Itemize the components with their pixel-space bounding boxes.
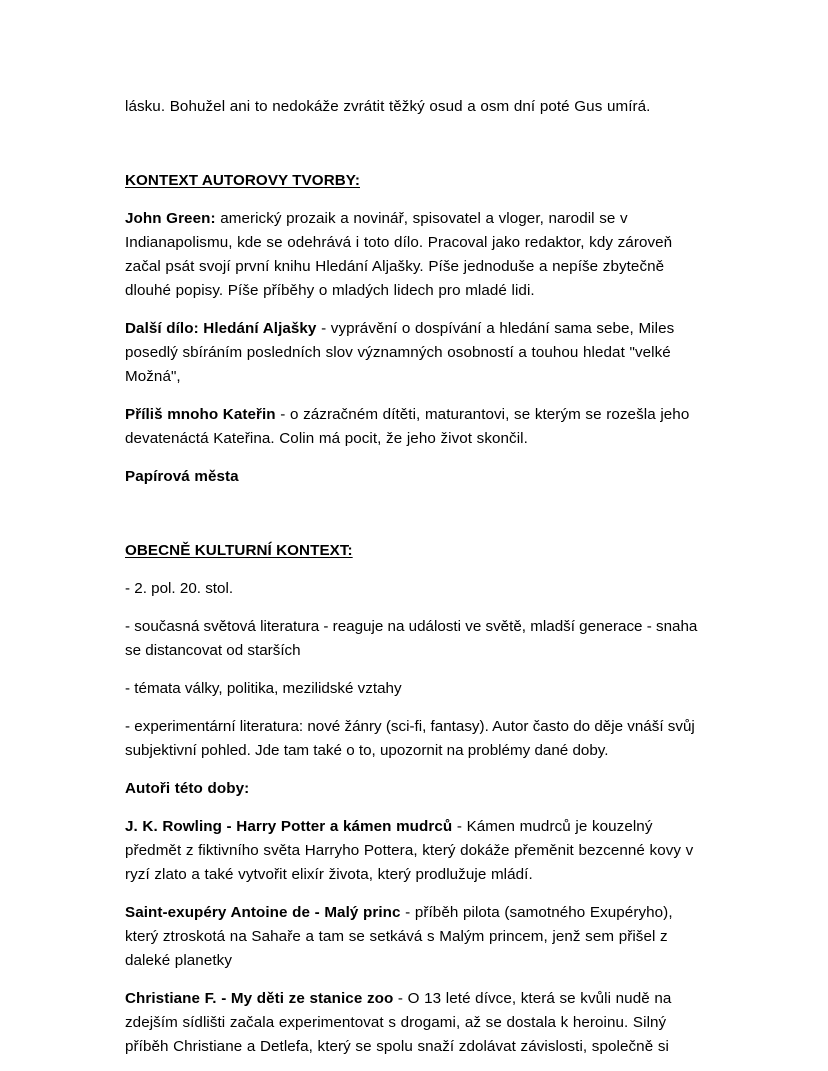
bullet-item: - témata války, politika, mezilidské vztahy <box>125 680 402 697</box>
entry-lead-in: Saint-exupéry Antoine de - Malý princ <box>125 904 401 921</box>
opening-paragraph: lásku. Bohužel ani to nedokáže zvrátit těžký osud a osm dní poté Gus umírá. <box>125 98 651 115</box>
document-body <box>125 95 703 1059</box>
author-entry-rowling <box>125 815 703 887</box>
entry-prilis-mnoho-katerin <box>125 403 703 451</box>
section-spacer <box>125 133 703 169</box>
entry-body: - vyprávění o dospívání a hledání sama sebe, Miles posedlý sbíráním posledních slov významných osobností a touhou hledat "velké Možná", <box>125 320 675 385</box>
entry-lead-in: Příliš mnoho Kateřin <box>125 406 276 423</box>
entry-hledani-aljasky <box>125 317 703 389</box>
bullet-item: - současná světová literatura - reaguje na události ve světě, mladší generace - snaha se distancovat od starších <box>125 618 698 659</box>
entry-lead-in: Papírová města <box>125 468 239 485</box>
entry-body: - Kámen mudrců je kouzelný předmět z fiktivního světa Harryho Pottera, který dokáže přeměnit bezcenné kovy v ryzí zlato a také vytvořit elixír života, který prodlužuje mládí. <box>125 818 694 883</box>
entry-lead-in: John Green: <box>125 210 216 227</box>
author-entry-saint-exupery <box>125 901 703 973</box>
entry-body: - příběh pilota (samotného Exupéryho), který ztroskotá na Sahaře a tam se setkává s Malým princem, jenž sem přišel z daleké planetky <box>125 904 673 969</box>
bullet-item: - experimentární literatura: nové žánry (sci-fi, fantasy). Autor často do děje vnáší svůj subjektivní pohled. Jde tam také o to, upozornit na problémy dané doby. <box>125 718 695 759</box>
entry-body: - o zázračném dítěti, maturantovi, se kterým se rozešla jeho devatenáctá Kateřina. Colin má pocit, že jeho život skončil. <box>125 406 690 447</box>
entry-lead-in: Christiane F. - My děti ze stanice zoo <box>125 990 394 1007</box>
entry-body: - O 13 leté dívce, která se kvůli nudě na zdejším sídlišti začala experimentovat s drogami, až se dostala k heroinu. Silný příběh Christiane a Detlefa, který se spolu snaží zdolávat závislosti, společně si <box>125 990 672 1055</box>
heading-obecne-kulturni-kontext: OBECNĚ KULTURNÍ KONTEXT: <box>125 542 353 559</box>
entry-lead-in: Další dílo: Hledání Aljašky <box>125 320 317 337</box>
subheading-autori-teto-doby: Autoři této doby: <box>125 780 250 797</box>
bullet-item: - 2. pol. 20. stol. <box>125 580 234 597</box>
entry-body: americký prozaik a novinář, spisovatel a vloger, narodil se v Indianapolismu, kde se odehrává i toto dílo. Pracoval jako redaktor, kdy zároveň začal psát svojí první knihu Hledání Aljašky. Píše jednoduše a nepíše zbytečně dlouhé popisy. Píše příběhy o mladých lidech pro mladé lidi. <box>125 210 673 299</box>
author-entry-christiane-f <box>125 987 703 1059</box>
heading-kontext-autorovy-tvorby: KONTEXT AUTOROVY TVORBY: <box>125 172 360 189</box>
entry-john-green <box>125 207 703 303</box>
section-spacer <box>125 503 703 539</box>
entry-lead-in: J. K. Rowling - Harry Potter a kámen mudrců <box>125 818 453 835</box>
entry-papirova-mesta <box>125 465 703 489</box>
